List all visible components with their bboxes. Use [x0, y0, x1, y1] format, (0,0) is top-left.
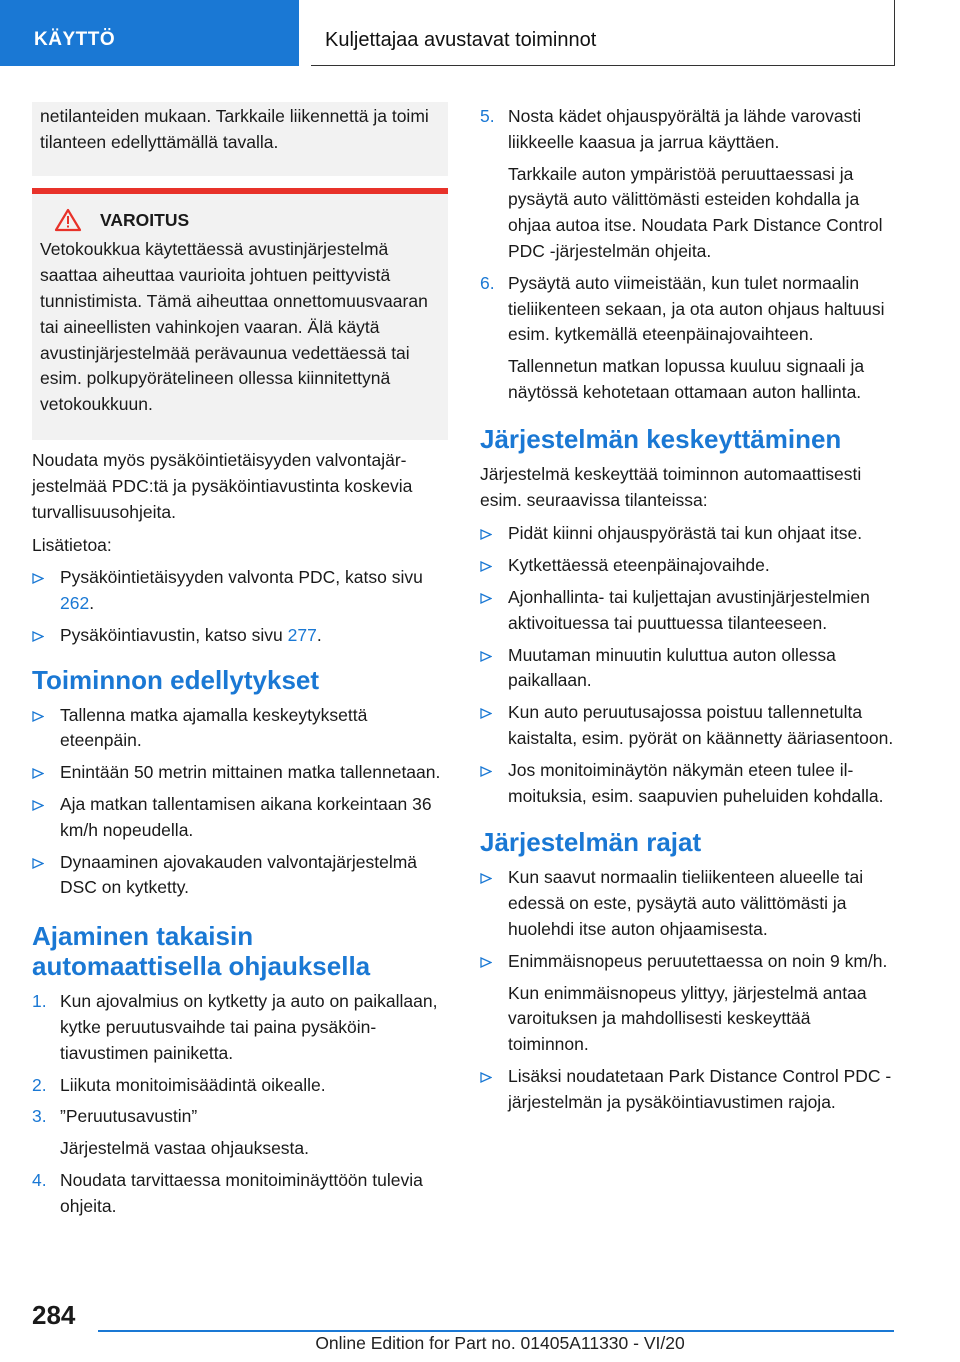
step-number: 1.: [32, 991, 47, 1012]
warning-text: Vetokoukkua käytettäessä avustinjärjestelmä saattaa aiheuttaa vaurioita johtuen peittyvistä tunnistimista. Tämä aiheuttaa onnettomuusvaaran tai aineellisten vahinkojen vaaran. Älä käytä avustinjärjestelmää perävaunua vedettäessä tai esim. polkupyörätelineen ollessa kiinnitettynä vetokoukkuun.: [40, 239, 428, 415]
list-item: Jos monitoiminäytön näkymän eteen tulee ilmoituksia, esim. saapuvien puheluiden kohdalla.: [480, 758, 896, 810]
step-number: 5.: [480, 106, 495, 126]
left-column: [32, 102, 448, 1226]
warning-header: [40, 208, 440, 234]
safety-paragraph: Noudata myös pysäköintietäisyyden valvontajärjestelmää PDC:tä ja pysäköintiavustinta koskevia turvallisuusohjeita.: [32, 449, 413, 522]
chapter-heading: [311, 0, 895, 66]
bullet-triangle-icon: [480, 561, 492, 572]
page-number: 284: [32, 1300, 76, 1330]
step-subtext: Tallennetun matkan lopussa kuuluu signaali ja näytössä kehotetaan ottamaan auton hallinta.: [508, 356, 865, 402]
list-item: Pysäköintiavustin, katso sivu 277.: [32, 623, 448, 649]
driving-steps-continued: [480, 104, 896, 406]
page-link[interactable]: 277: [287, 624, 317, 645]
warning-box: [32, 194, 448, 440]
step-subtext: Järjestelmä vastaa ohjauksesta.: [60, 1138, 310, 1159]
note-box: [32, 102, 448, 176]
list-item: 1. Kun ajovalmius on kytketty ja auto on paikallaan, kytke peruutusvaihde tai paina pysäköintiavustimen painiketta.: [32, 991, 438, 1063]
bullet-triangle-icon: [480, 708, 492, 719]
footer-edition: Online Edition for Part no. 01405A11330 - VI/20: [315, 1333, 685, 1353]
chapter-title: Kuljettajaa avustavat toiminnot: [325, 29, 597, 51]
list-item: 3. ”Peruutusavustin” Järjestelmä vastaa ohjauksesta.: [32, 1104, 448, 1162]
more-info-label: Lisätietoa:: [32, 535, 112, 556]
footer-divider: [98, 1330, 894, 1332]
list-item: 5. Nosta kädet ohjauspyörältä ja lähde varovasti liikkeelle kaasua ja jarrua käyttäen. Tarkkaile auton ympäristöä peruuttaessasi ja pysäytä auto välittömästi esteiden kohdalla ja ohjaa autoa itse. Noudata Park Distance Control PDC -järjestelmän ohjeita.: [480, 104, 896, 265]
interruption-intro: Järjestelmä keskeyttää toiminnon automaattisesti esim. seuraavissa tilanteissa:: [480, 463, 862, 510]
section-heading-limits: Järjestelmän rajat: [480, 827, 702, 858]
step-number: 4.: [32, 1169, 47, 1190]
bullet-triangle-icon: [32, 858, 44, 869]
list-item: Tallenna matka ajamalla keskeytyksettä eteenpäin.: [32, 703, 448, 755]
warning-title: VAROITUS: [100, 209, 190, 230]
section-label: KÄYTTÖ: [34, 29, 116, 50]
bullet-triangle-icon: [32, 800, 44, 811]
right-column: [480, 104, 896, 1122]
page-header: [0, 0, 960, 66]
bullet-triangle-icon: [480, 1072, 492, 1083]
list-item: Muutaman minuutin kuluttua auton ollessa paikallaan.: [480, 643, 896, 695]
bullet-triangle-icon: [480, 529, 492, 540]
list-item: Kun saavut normaalin tieliikenteen alueelle tai edessä on este, pysäytä auto välittömästi ja huolehdi itse auton ohjaamisesta.: [480, 865, 896, 942]
list-item: Aja matkan tallentamisen aikana korkeintaan 36 km/h nopeudella.: [32, 792, 448, 844]
list-item: Pysäköintietäisyyden valvonta PDC, katso sivu 262.: [32, 565, 448, 617]
bullet-triangle-icon: [480, 593, 492, 604]
list-item: Lisäksi noudatetaan Park Distance Control PDC -järjestelmän ja pysäköintiavustimen rajoja.: [480, 1064, 896, 1116]
interruption-list: [480, 521, 896, 809]
bullet-triangle-icon: [32, 573, 44, 584]
step-number: 6.: [480, 272, 495, 293]
bullet-triangle-icon: [480, 651, 492, 662]
section-tab: [0, 0, 299, 66]
step-number: 2.: [32, 1074, 47, 1095]
step-subtext: Tarkkaile auton ympäristöä peruuttaessasi ja pysäytä auto välittömästi esteiden kohdalla ja ohjaa autoa itse. Noudata Park Distance Control PDC -järjestelmän ohjeita.: [508, 163, 883, 261]
note-text: netilanteiden mukaan. Tarkkaile liikennettä ja toimi tilanteen edellyttämällä tavalla.: [40, 106, 429, 152]
list-item: 6. Pysäytä auto viimeistään, kun tulet normaalin tieliikenteen sekaan, ja ota auton ohjaus haltuusi esim. kytkemällä eteenpäinajovaihteen. Tallennetun matkan lopussa kuuluu signaali ja näytössä kehotetaan ottamaan auton hallinta.: [480, 271, 896, 406]
list-item: Pidät kiinni ohjauspyörästä tai kun ohjaat itse.: [480, 521, 896, 547]
step-number: 3.: [32, 1106, 47, 1127]
warning-triangle-icon: [54, 208, 82, 232]
page-link[interactable]: 262: [60, 592, 90, 613]
list-item: Dynaaminen ajovakauden valvontajärjestelmä DSC on kytketty.: [32, 850, 448, 902]
list-item: 2. Liikuta monitoimisäädintä oikealle.: [32, 1073, 448, 1099]
driving-steps-list: [32, 989, 448, 1219]
list-item: Kytkettäessä eteenpäinajovaihde.: [480, 553, 896, 579]
list-item: Enimmäisnopeus peruutettaessa on noin 9 km/h. Kun enimmäisnopeus ylittyy, järjestelmä antaa varoituksen ja mahdollisesti keskeyttää toiminnon.: [480, 949, 896, 1058]
bullet-triangle-icon: [480, 766, 492, 777]
bullet-triangle-icon: [480, 873, 492, 884]
list-item: Ajonhallinta- tai kuljettajan avustinjärjestelmien aktivoituessa tai puuttuessa tilanteeseen.: [480, 585, 896, 637]
section-heading-interruption: Järjestelmän keskeyttäminen: [480, 423, 842, 454]
bullet-triangle-icon: [480, 957, 492, 968]
more-info-list: [32, 565, 448, 648]
item-subtext: Kun enimmäisnopeus ylittyy, järjestelmä antaa varoituksen ja mahdollisesti keskeyttää toiminnon.: [508, 982, 867, 1055]
requirements-list: [32, 703, 448, 902]
list-item: Enintään 50 metrin mittainen matka tallennetaan.: [32, 760, 448, 786]
bullet-triangle-icon: [32, 631, 44, 642]
list-item: Kun auto peruutusajossa poistuu tallennetulta kaistalta, esim. pyörät on käännetty ääriasentoon.: [480, 700, 896, 752]
bullet-triangle-icon: [32, 768, 44, 779]
limits-list: [480, 865, 896, 1115]
list-item: 4. Noudata tarvittaessa monitoiminäyttöön tulevia ohjeita.: [32, 1169, 423, 1216]
bullet-triangle-icon: [32, 711, 44, 722]
section-heading-driving-back: Ajaminen takaisin automaattisella ohjauksella: [32, 921, 371, 982]
section-heading-requirements: Toiminnon edellytykset: [32, 664, 320, 695]
